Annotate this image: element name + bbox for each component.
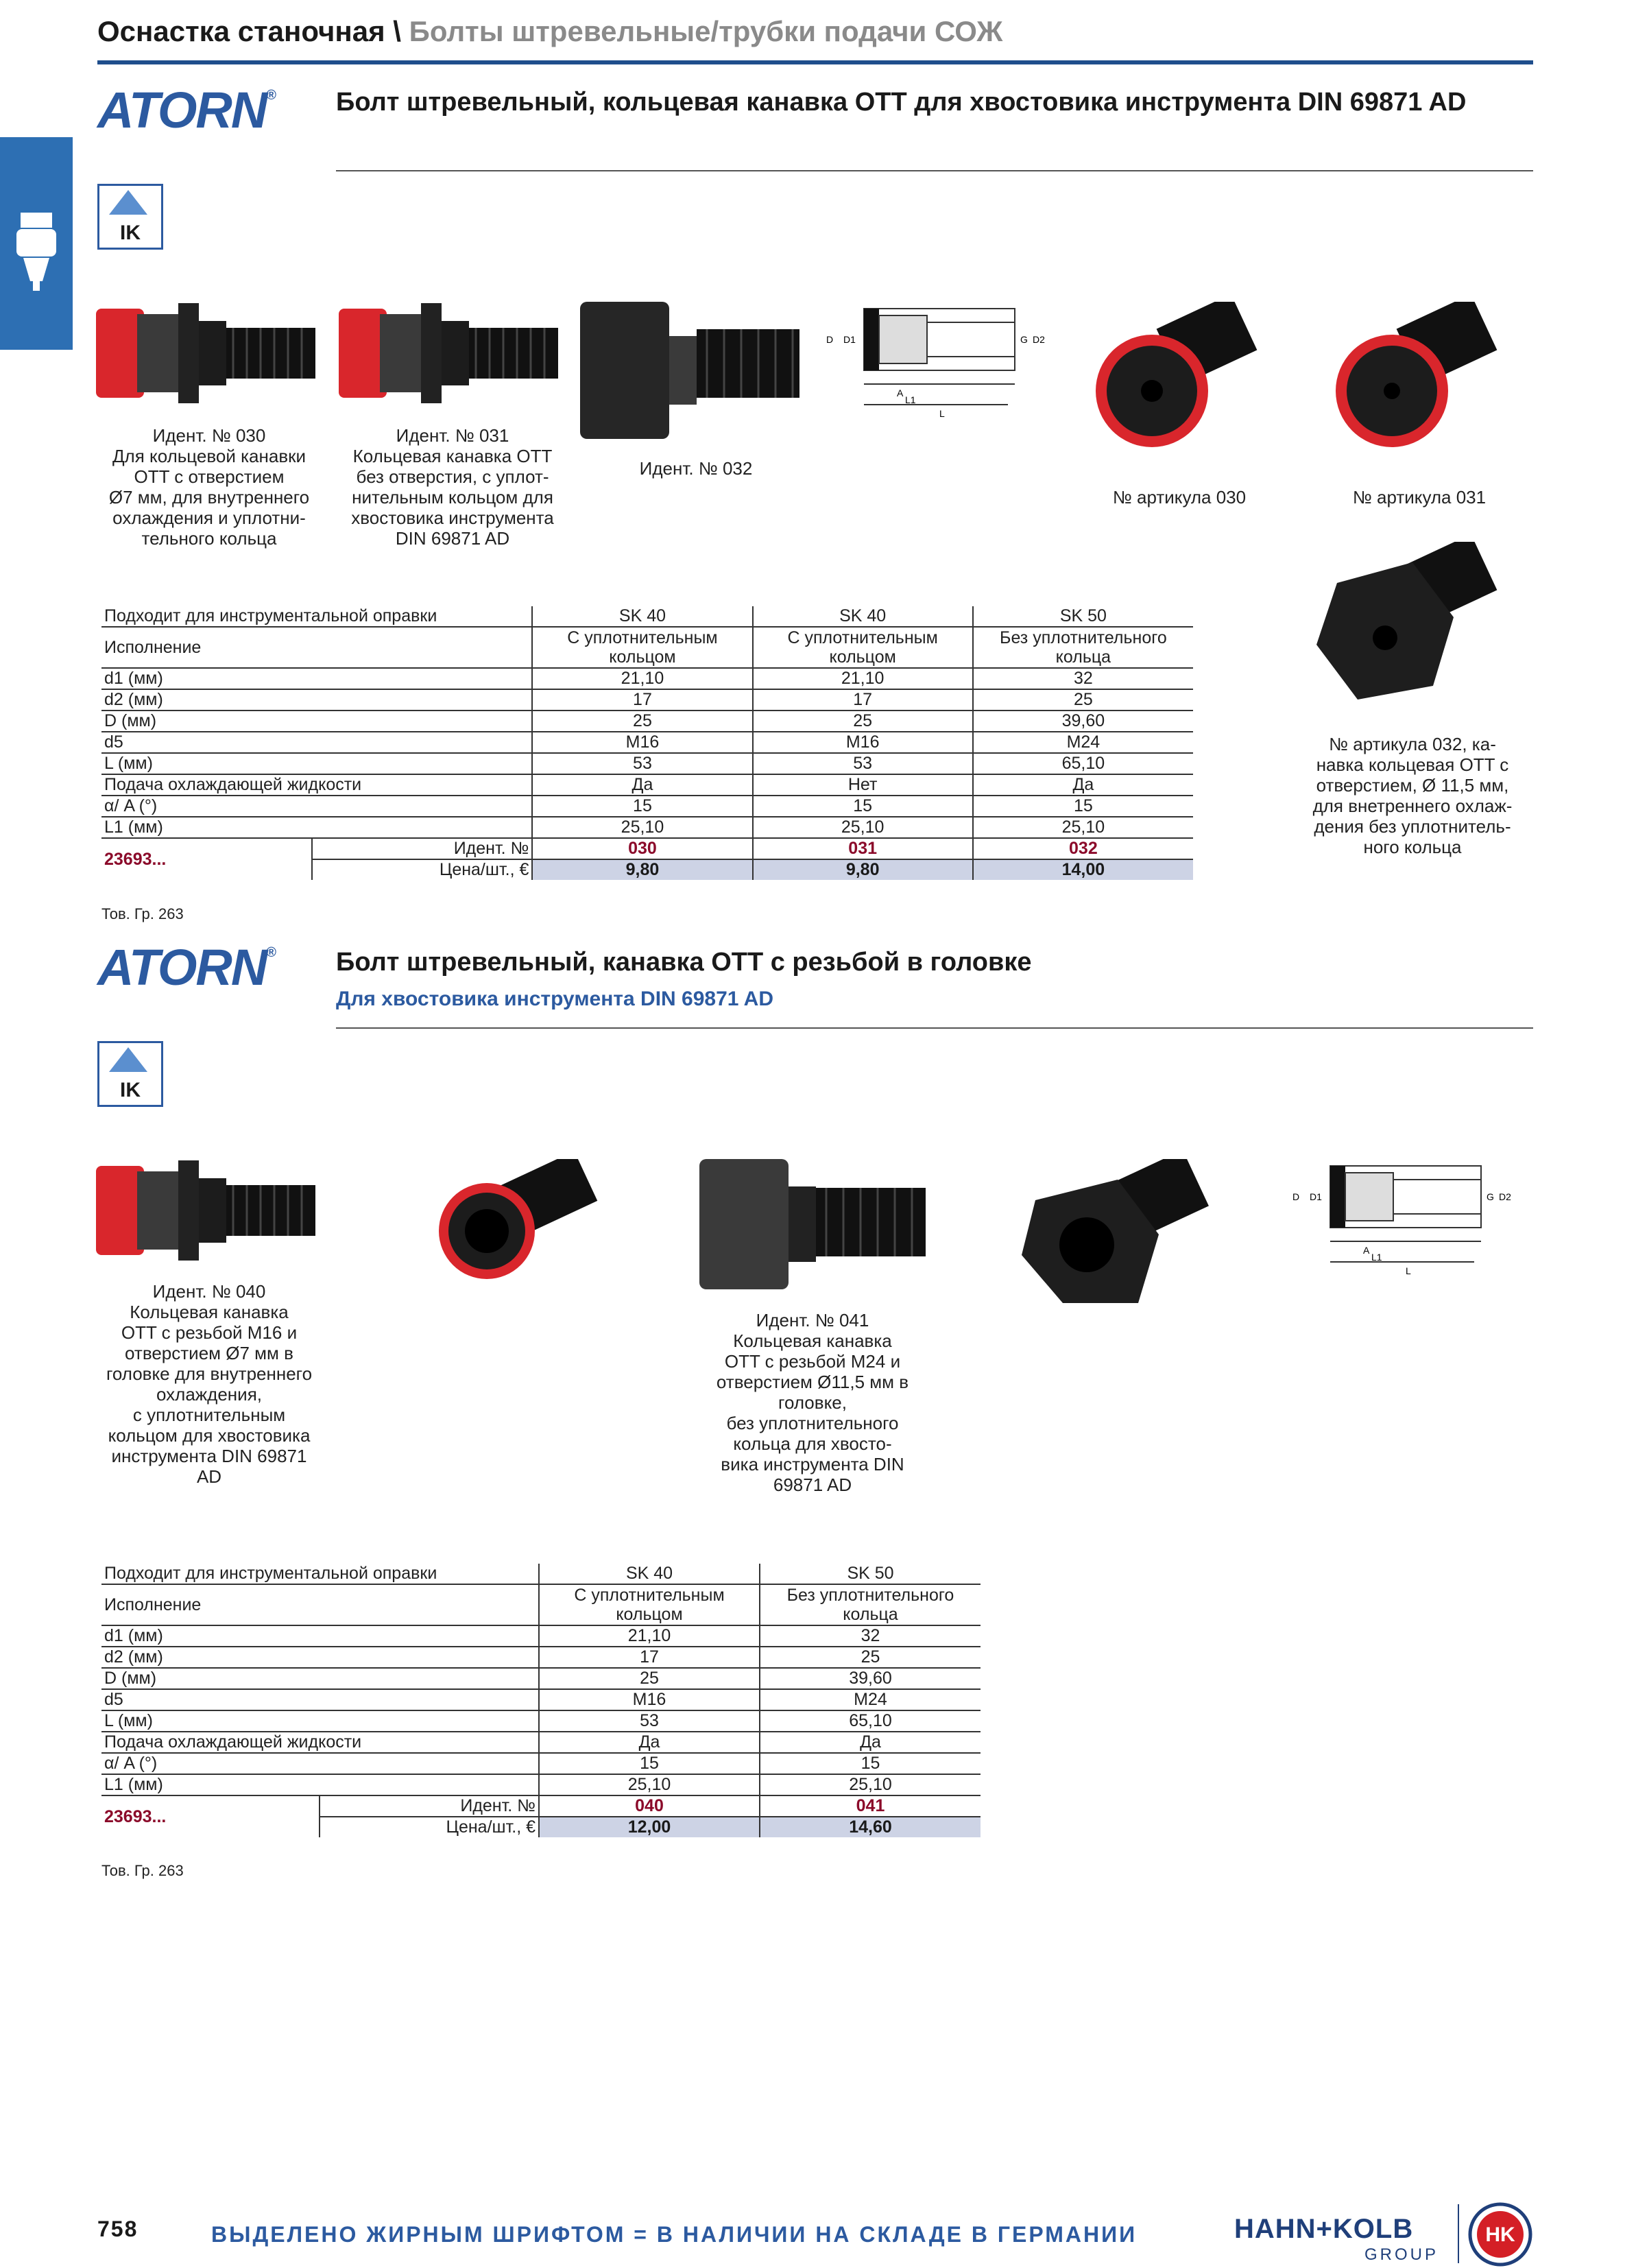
dim-d1: D1 bbox=[843, 334, 856, 345]
triangle-icon bbox=[109, 190, 147, 215]
bolt-032-image bbox=[580, 302, 806, 446]
cell: 15 bbox=[753, 796, 973, 817]
row-label: Исполнение bbox=[101, 1584, 539, 1625]
bolt-041-image bbox=[699, 1159, 933, 1296]
header-rule bbox=[97, 60, 1533, 64]
dim-L1: L1 bbox=[905, 394, 916, 405]
cell: 15 bbox=[973, 796, 1193, 817]
cell: С уплотнительным кольцом bbox=[532, 627, 752, 668]
table-row bbox=[101, 627, 1193, 668]
table-row bbox=[101, 1689, 981, 1710]
cell: 25 bbox=[532, 711, 752, 732]
row-label: d5 bbox=[101, 1689, 539, 1710]
table-row bbox=[101, 796, 1193, 817]
cell: SK 50 bbox=[760, 1564, 981, 1584]
row-label: Исполнение bbox=[101, 627, 532, 668]
product-group-1: Тов. Гр. 263 bbox=[101, 905, 184, 922]
ident-number: 030 bbox=[532, 838, 752, 859]
row-label: L (мм) bbox=[101, 1710, 539, 1732]
dim-A: A bbox=[897, 387, 904, 398]
order-number: 23693... bbox=[104, 849, 167, 869]
table-row bbox=[101, 732, 1193, 753]
spec-table-1 bbox=[101, 606, 1193, 880]
section2-subtitle: Для хвостовика инструмента DIN 69871 AD bbox=[336, 988, 773, 1010]
table-row bbox=[101, 606, 1193, 627]
caption-art-031: № артикула 031 bbox=[1352, 487, 1487, 508]
bolt-031-end-view bbox=[1330, 302, 1502, 459]
internal-coolant-badge-2 bbox=[97, 1041, 163, 1107]
ident-number: 040 bbox=[539, 1795, 760, 1817]
ident-number: 032 bbox=[973, 838, 1193, 859]
table-row bbox=[101, 1647, 981, 1668]
brand-name: ATORN bbox=[97, 82, 267, 139]
cell: 25,10 bbox=[532, 817, 752, 838]
ident-label: Идент. № bbox=[320, 1795, 539, 1817]
dim-L: L bbox=[939, 408, 945, 419]
cell: 25,10 bbox=[973, 817, 1193, 838]
cell: Нет bbox=[753, 774, 973, 796]
cell: 25,10 bbox=[760, 1774, 981, 1795]
ident-row bbox=[101, 1795, 981, 1817]
dim-L1: L1 bbox=[1371, 1252, 1382, 1263]
hahn-kolb-seal-logo bbox=[1467, 2201, 1533, 2267]
order-number: 23693... bbox=[104, 1806, 167, 1826]
dim-G: G bbox=[1020, 334, 1028, 345]
table-row bbox=[101, 1584, 981, 1625]
price: 12,00 bbox=[539, 1817, 760, 1837]
dim-A: A bbox=[1363, 1245, 1370, 1256]
cell: 15 bbox=[539, 1753, 760, 1774]
table-row bbox=[101, 1625, 981, 1647]
table-row bbox=[101, 711, 1193, 732]
cell: Да bbox=[760, 1732, 981, 1753]
triangle-icon bbox=[109, 1047, 147, 1072]
cell: M24 bbox=[973, 732, 1193, 753]
ident-label: Идент. № bbox=[312, 838, 532, 859]
dim-d2: D2 bbox=[1033, 334, 1045, 345]
caption-040: Идент. № 040 Кольцевая канавка OTT с резьбой M16 и отверстием Ø7 мм в головке для внутреннего охлаждения, с уплотнительным кольцом для хвостовика инструмента DIN 69871 AD bbox=[106, 1281, 313, 1487]
page-header bbox=[97, 15, 1002, 48]
cell: 32 bbox=[973, 668, 1193, 689]
cell: 25,10 bbox=[539, 1774, 760, 1795]
bolt-030-image bbox=[96, 302, 322, 405]
page-number: 758 bbox=[97, 2217, 139, 2241]
dim-D: D bbox=[826, 334, 834, 345]
bolt-040-image bbox=[96, 1159, 322, 1262]
section2-title: Болт штревельный, канавка OTT с резьбой в головке bbox=[336, 948, 1032, 977]
table-row bbox=[101, 1753, 981, 1774]
cell: Без уплотнительного кольца bbox=[760, 1584, 981, 1625]
caption-041: Идент. № 041 Кольцевая канавка OTT с резьбой M24 и отверстием Ø11,5 мм в головке, без уплотнительного кольца для хвосто- вика инструмента DIN 69871 AD bbox=[716, 1310, 909, 1495]
cell: С уплотнительным кольцом bbox=[539, 1584, 760, 1625]
cell: 25 bbox=[539, 1668, 760, 1689]
price-label: Цена/шт., € bbox=[312, 859, 532, 880]
caption-030: Идент. № 030 Для кольцевой канавки OTT с отверстием Ø7 мм, для внутреннего охлаждения и уплотни- тельного кольца bbox=[108, 425, 310, 549]
table-row bbox=[101, 668, 1193, 689]
row-label: d2 (мм) bbox=[101, 689, 532, 711]
caption-031: Идент. № 031 Кольцевая канавка OTT без отверстия, с уплот- нительным кольцом для хвостовика инструмента DIN 69871 AD bbox=[351, 425, 554, 549]
technical-drawing-2 bbox=[1289, 1159, 1522, 1289]
table-row bbox=[101, 1564, 981, 1584]
brand-mark: ® bbox=[266, 945, 276, 960]
spec-table-2 bbox=[101, 1564, 981, 1837]
cell: С уплотнительным кольцом bbox=[753, 627, 973, 668]
cell: 39,60 bbox=[760, 1668, 981, 1689]
bolt-032-end-view bbox=[1316, 542, 1522, 713]
table-row bbox=[101, 753, 1193, 774]
ident-number: 041 bbox=[760, 1795, 981, 1817]
cell: 15 bbox=[760, 1753, 981, 1774]
caption-032: Идент. № 032 bbox=[639, 458, 753, 479]
row-label: d5 bbox=[101, 732, 532, 753]
row-label: Подходит для инструментальной оправки bbox=[101, 606, 532, 627]
row-label: d1 (мм) bbox=[101, 668, 532, 689]
atorn-logo bbox=[97, 81, 275, 139]
caption-art-030: № артикула 030 bbox=[1112, 487, 1247, 508]
cell: Без уплотнительного кольца bbox=[973, 627, 1193, 668]
cell: 25,10 bbox=[753, 817, 973, 838]
cell: 21,10 bbox=[753, 668, 973, 689]
footer-divider bbox=[1458, 2204, 1459, 2263]
bolt-040-end-view bbox=[425, 1159, 603, 1282]
row-label: L (мм) bbox=[101, 753, 532, 774]
bolt-041-end-view bbox=[1022, 1159, 1227, 1310]
price: 14,60 bbox=[760, 1817, 981, 1837]
cell: 15 bbox=[532, 796, 752, 817]
ident-row bbox=[101, 838, 1193, 859]
table-row bbox=[101, 774, 1193, 796]
row-label: D (мм) bbox=[101, 1668, 539, 1689]
cell: Да bbox=[532, 774, 752, 796]
ik-label: IK bbox=[120, 222, 141, 244]
seal-letters: HK bbox=[1485, 2223, 1515, 2246]
row-label: D (мм) bbox=[101, 711, 532, 732]
cell: 53 bbox=[539, 1710, 760, 1732]
table-row bbox=[101, 689, 1193, 711]
ident-number: 031 bbox=[753, 838, 973, 859]
cell: 21,10 bbox=[539, 1625, 760, 1647]
cell: 17 bbox=[532, 689, 752, 711]
price-label: Цена/шт., € bbox=[320, 1817, 539, 1837]
stock-note: ВЫДЕЛЕНО ЖИРНЫМ ШРИФТОМ = В НАЛИЧИИ НА СКЛАДЕ В ГЕРМАНИИ bbox=[211, 2222, 1138, 2247]
cell: 39,60 bbox=[973, 711, 1193, 732]
table-row bbox=[101, 1710, 981, 1732]
brand-mark: ® bbox=[266, 88, 276, 103]
cell: 17 bbox=[539, 1647, 760, 1668]
caption-art-032: № артикула 032, ка- навка кольцевая OTT с отверстием, Ø 11,5 мм, для внетреннего охлаж- дения без уплотнитель- ного кольца bbox=[1312, 734, 1513, 857]
cell: 21,10 bbox=[532, 668, 752, 689]
cell: 65,10 bbox=[760, 1710, 981, 1732]
table-row bbox=[101, 1774, 981, 1795]
section1-rule bbox=[336, 170, 1533, 171]
cell: 25 bbox=[760, 1647, 981, 1668]
cell: 53 bbox=[753, 753, 973, 774]
cell: SK 40 bbox=[539, 1564, 760, 1584]
row-label: L1 (мм) bbox=[101, 1774, 539, 1795]
section2-rule bbox=[336, 1027, 1533, 1029]
cell: SK 40 bbox=[532, 606, 752, 627]
table-row bbox=[101, 1668, 981, 1689]
row-label: α/ A (°) bbox=[101, 796, 532, 817]
product-group-2: Тов. Гр. 263 bbox=[101, 1862, 184, 1879]
atorn-logo-2 bbox=[97, 938, 275, 996]
table-row bbox=[101, 817, 1193, 838]
company-group: GROUP bbox=[1364, 2245, 1439, 2264]
cell: SK 40 bbox=[753, 606, 973, 627]
chapter-tab bbox=[0, 137, 73, 350]
row-label: L1 (мм) bbox=[101, 817, 532, 838]
price: 14,00 bbox=[973, 859, 1193, 880]
brand-name: ATORN bbox=[97, 939, 267, 996]
technical-drawing-1 bbox=[823, 302, 1049, 432]
chuck-icon bbox=[0, 137, 73, 350]
dim-d1: D1 bbox=[1310, 1191, 1322, 1202]
cell: 53 bbox=[532, 753, 752, 774]
header-subtitle: Болты штревельные/трубки подачи СОЖ bbox=[409, 15, 1003, 47]
row-label: α/ A (°) bbox=[101, 1753, 539, 1774]
company-name: HAHN+KOLB bbox=[1234, 2214, 1414, 2244]
row-label: d1 (мм) bbox=[101, 1625, 539, 1647]
row-label: Подходит для инструментальной оправки bbox=[101, 1564, 539, 1584]
bolt-031-image bbox=[339, 302, 565, 405]
cell: 25 bbox=[753, 711, 973, 732]
dim-G: G bbox=[1487, 1191, 1494, 1202]
cell: M16 bbox=[753, 732, 973, 753]
dim-D: D bbox=[1292, 1191, 1300, 1202]
cell: M16 bbox=[539, 1689, 760, 1710]
table-row bbox=[101, 1732, 981, 1753]
cell: 65,10 bbox=[973, 753, 1193, 774]
cell: M16 bbox=[532, 732, 752, 753]
row-label: d2 (мм) bbox=[101, 1647, 539, 1668]
cell: 32 bbox=[760, 1625, 981, 1647]
cell: Да bbox=[973, 774, 1193, 796]
row-label: Подача охлаждающей жидкости bbox=[101, 1732, 539, 1753]
cell: SK 50 bbox=[973, 606, 1193, 627]
cell: 25 bbox=[973, 689, 1193, 711]
section1-title: Болт штревельный, кольцевая канавка OTT для хвостовика инструмента DIN 69871 AD bbox=[336, 88, 1467, 117]
ik-label: IK bbox=[120, 1079, 141, 1101]
price: 9,80 bbox=[753, 859, 973, 880]
bolt-030-end-view bbox=[1090, 302, 1262, 459]
cell: Да bbox=[539, 1732, 760, 1753]
internal-coolant-badge bbox=[97, 184, 163, 250]
price: 9,80 bbox=[532, 859, 752, 880]
row-label: Подача охлаждающей жидкости bbox=[101, 774, 532, 796]
dim-d2: D2 bbox=[1499, 1191, 1511, 1202]
header-separator: \ bbox=[393, 15, 401, 47]
header-title: Оснастка станочная bbox=[97, 15, 385, 47]
dim-L: L bbox=[1406, 1265, 1411, 1276]
cell: 17 bbox=[753, 689, 973, 711]
cell: M24 bbox=[760, 1689, 981, 1710]
